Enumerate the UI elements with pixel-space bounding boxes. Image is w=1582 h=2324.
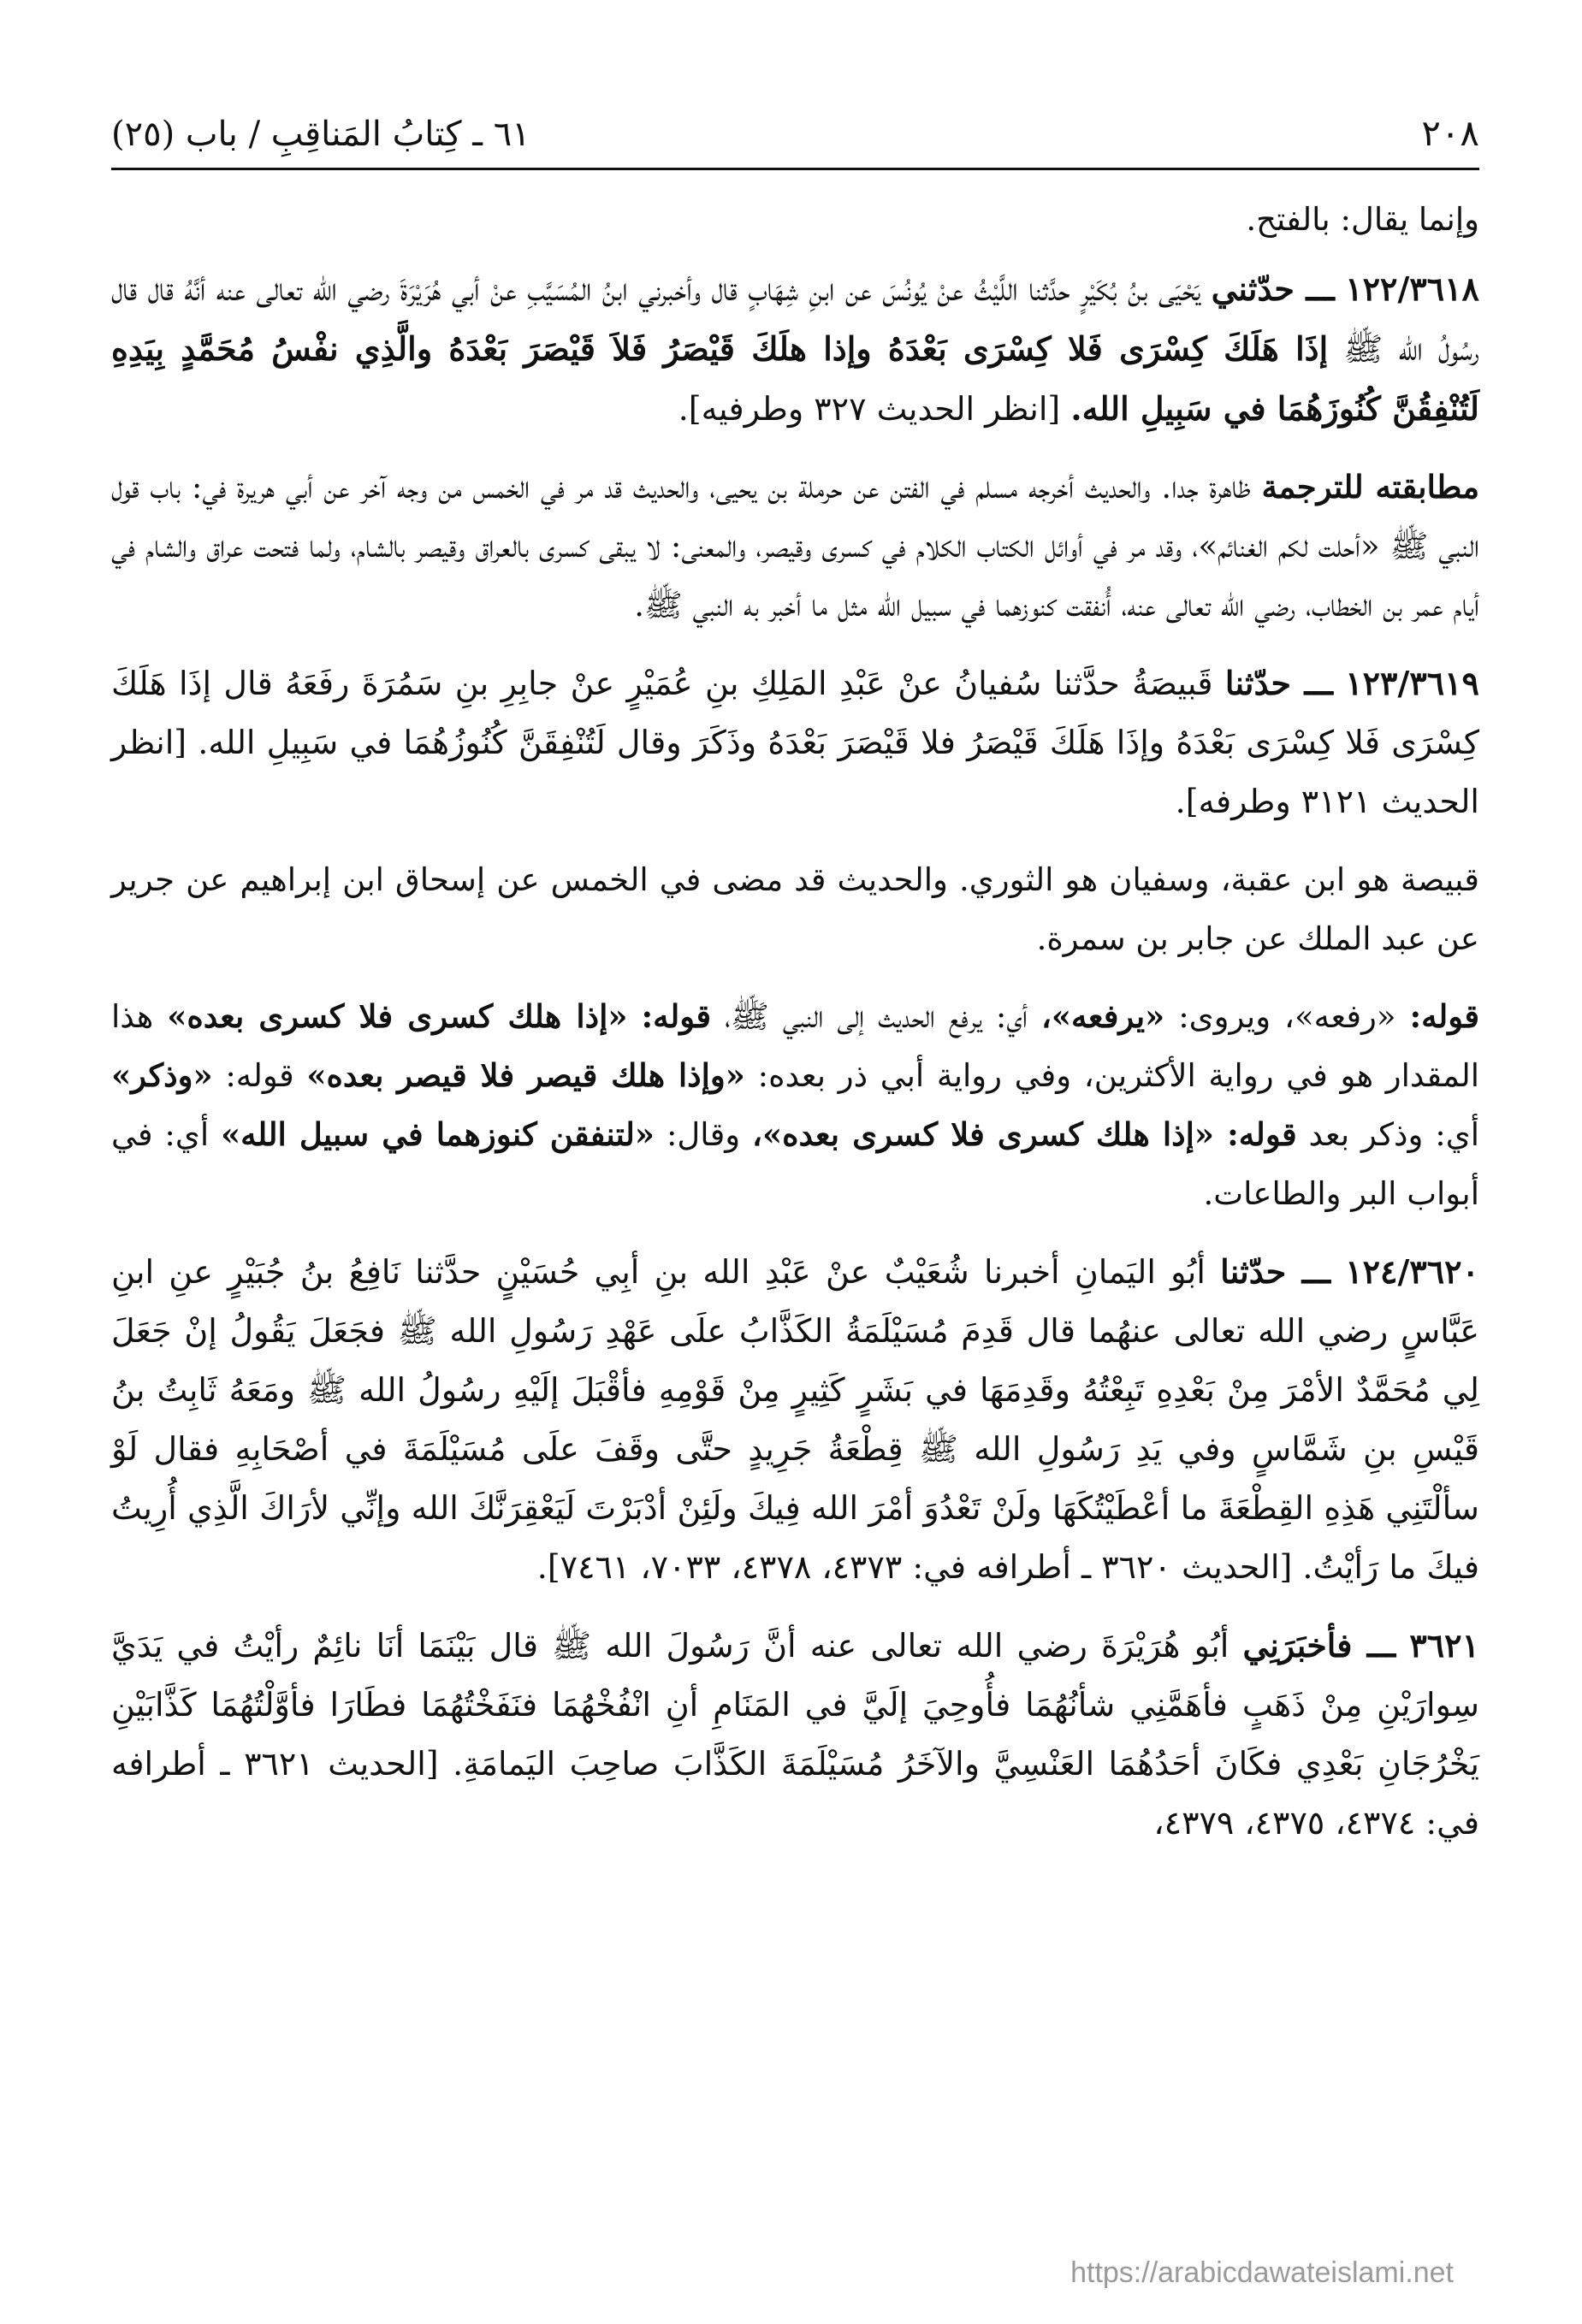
commentary-text: وقال: [666,1116,741,1153]
hadith-lead: ـــ حدّثنا [1224,664,1333,702]
page-number: ٢٠٨ [1421,112,1479,154]
commentary-quote: قوله: «إذا هلك كسرى فلا كسرى بعده»، [752,1115,1297,1153]
hadith-lead: ـــ حدّثنا [1220,1252,1330,1291]
commentary-text: قوله: [225,1057,294,1094]
hadith-reference: [الحديث ٣٦٢٠ ـ أطرافه في: ٤٣٧٣، ٤٣٧٨، ٧٠٣٣، ٧٤٦١]. [536,1548,1293,1586]
hadith-3621 [111,1616,1479,1853]
hadith-122 [111,259,1479,439]
hadith-number: ١٢٤/٣٦٢٠ [1345,1252,1479,1291]
commentary-text: ظاهرة جدا. والحديث أخرجه مسلم في الفتن عن حرملة بن يحيى، والحديث قد مر في الخمس من وجه آخر عن أبي هريرة في: باب قول النبي ﷺ «أحلت لكم الغنائم»، وقد مر في أوائل الكتاب الكلام في كسرى وقيصر، والمعنى: لا يبقى كسرى بالعراق وقيصر بالشام، ولما فتحت عراق والشام في أيام عمر بن الخطاب، رضي الله تعالى عنه، أُنفقت كنوزهما في سبيل الله مثل ما أخبر به النبي ﷺ. [111,469,1479,624]
hadith-number: ١٢٢/٣٦١٨ [1345,269,1479,308]
commentary-term: قوله: [1409,997,1480,1035]
page-body [111,190,1479,1872]
commentary-2 [111,850,1479,968]
commentary-quote: «وإذا هلك قيصر فلا قيصر بعده» [306,1056,745,1094]
hadith-text: أبُو اليَمانِ أخبرنا شُعَيْبٌ عنْ عَبْدِ الله بنِ أبِي حُسَيْنٍ حدَّثنا نَافِعُ بنُ جُبَيْرٍ عنِ ابنِ عَبَّاسٍ رضي الله تعالى عنهُما قال قَدِمَ مُسَيْلَمَةُ الكَذَّابُ علَى عَهْدِ رَسُولِ الله ﷺ فجَعَلَ يَقُولُ إنْ جَعَلَ لِي مُحَمَّدٌ الأمْرَ مِنْ بَعْدِهِ تَبِعْتُهُ وقَدِمَهَا في بَشَرٍ كَثِيرٍ مِنْ قَوْمِهِ فأقْبَلَ إلَيْهِ رسُولُ الله ﷺ ومَعَهُ ثَابِتُ بنُ قَيْسِ بنِ شَمَّاسٍ وفي يَدِ رَسُولِ الله ﷺ قِطْعَةُ جَرِيدٍ حتَّى وقَفَ علَى مُسَيْلَمَةَ في أصْحَابِهِ فقال لَوْ سألْتَنِي هَذِهِ القِطْعَةَ ما أعْطَيْتُكَهَا ولَنْ تَعْدُوَ أمْرَ الله فِيكَ ولَئِنْ أدْبَرْتَ لَيَعْقِرَنَّكَ الله وإنِّي لأرَاكَ الَّذِي أُرِيتُ فيكَ ما رَأيْتُ. [111,1253,1479,1586]
hadith-lead: ـــ حدّثني [1211,269,1335,308]
commentary-1 [111,458,1479,635]
commentary-term: مطابقته للترجمة [1261,468,1480,506]
hadith-reference: [الحديث ٣٦٢١ ـ أطرافه في: ٤٣٧٤، ٤٣٧٥، ٤٣٧٩، [111,1745,1479,1842]
commentary-term: «يرفعه»، [1040,997,1165,1035]
hadith-text: أبُو هُرَيْرَةَ رضي الله تعالى عنه أنَّ رَسُولَ الله ﷺ قال بَيْنَمَا أنَا نائِمٌ رأيْتُ في يَدَيَّ سِوارَيْنِ مِنْ ذَهَبٍ فأهَمَّنِي شأنُهُمَا فأُوحِيَ إلَيَّ في المَنَامِ أنِ انْفُخْهُمَا فنَفَخْتُهُمَا فطَارَا فأوَّلْتُهُمَا كَذَّابَيْنِ يَخْرُجَانِ بَعْدِي فكَانَ أحَدُهُمَا العَنْسِيَّ والآخَرُ مُسَيْلَمَةَ الكَذَّابَ صاحِبَ اليَمامَةِ. [111,1627,1480,1783]
commentary-text: قبيصة هو ابن عقبة، وسفيان هو الثوري. والحديث قد مضى في الخمس عن إسحاق ابن إبراهيم عن جرير عن عبد الملك عن جابر بن سمرة. [111,861,1479,957]
section-title: ٦١ ـ كِتابُ المَناقِبِ / باب (٢٥) [111,115,530,154]
commentary-text: «رفعه»، ويروى: [1178,998,1396,1035]
hadith-123 [111,653,1479,831]
watermark-url: https://arabicdawateislami.net [1070,2256,1454,2289]
hadith-lead: ـــ فأخبَرَنِي [1242,1626,1396,1665]
commentary-quote: «إذا هلك كسرى فلا كسرى بعده» [167,997,628,1035]
commentary-text: هذا المقدار هو في رواية الأكثرين، وفي رواية أبي ذر بعده: [111,998,1480,1094]
hadith-number: ٣٦٢١ [1409,1626,1479,1665]
commentary-text: أي: يرفع الحديث إلى النبي ﷺ، [725,998,1028,1035]
running-head [111,103,1479,154]
paragraph-continuation [111,190,1479,249]
commentary-3 [111,987,1479,1223]
hadith-matn: إذَا هَلَكَ كِسْرَى فَلا كِسْرَى بَعْدَهُ وإذا هلَكَ قَيْصَرُ فَلاَ قَيْصَرَ بَعْدَهُ والَّذِي نفْسُ مُحَمَّدٍ بِيَدِهِ لَتُنْفِقُنَّ كُنُوزَهُمَا في سَبِيلِ الله. [111,329,1479,428]
commentary-text: أي: في أبواب البر والطاعات. [111,1116,1479,1212]
hadith-reference: [انظر الحديث ٣٢٧ وطرفيه]. [678,390,1061,428]
continuation-text: وإنما يقال: بالفتح. [1246,201,1479,238]
header-rule [111,168,1479,170]
commentary-quote: «وذكر» [111,1056,213,1094]
hadith-chain: يَحْيَى بنُ بُكَيْرٍ حدَّثنا اللَّيْثُ عنْ يُونُسَ عن ابنِ شِهَابٍ قال وأخبرني ابنُ المُسَيَّبِ عنْ أبي هُرَيْرَةَ رضي الله تعالى عنه أنَّهُ قال قال رسُولُ الله ﷺ [111,270,1480,368]
commentary-quote: «لتنفقن كنوزهما في سبيل الله» [221,1115,655,1153]
commentary-term: قوله: [641,997,712,1035]
hadith-124 [111,1242,1479,1597]
hadith-number: ١٢٣/٣٦١٩ [1345,664,1479,702]
commentary-text: أي: وذكر بعد [1308,1116,1479,1153]
hadith-text: قَبيصَةُ حدَّثنا سُفيانُ عنْ عَبْدِ المَلِكِ بنِ عُمَيْرٍ عنْ جابِرِ بنِ سَمُرَةَ رفَعَهُ قال إذَا هَلَكَ كِسْرَى فَلا كِسْرَى بَعْدَهُ وإذَا هَلَكَ قَيْصَرُ فلا قَيْصَرَ بَعْدَهُ وذَكَرَ وقال لَتُنْفِقَنَّ كُنُوزُهُمَا في سَبِيلِ الله. [انظر الحديث ٣١٢١ وطرفه]. [111,665,1479,820]
